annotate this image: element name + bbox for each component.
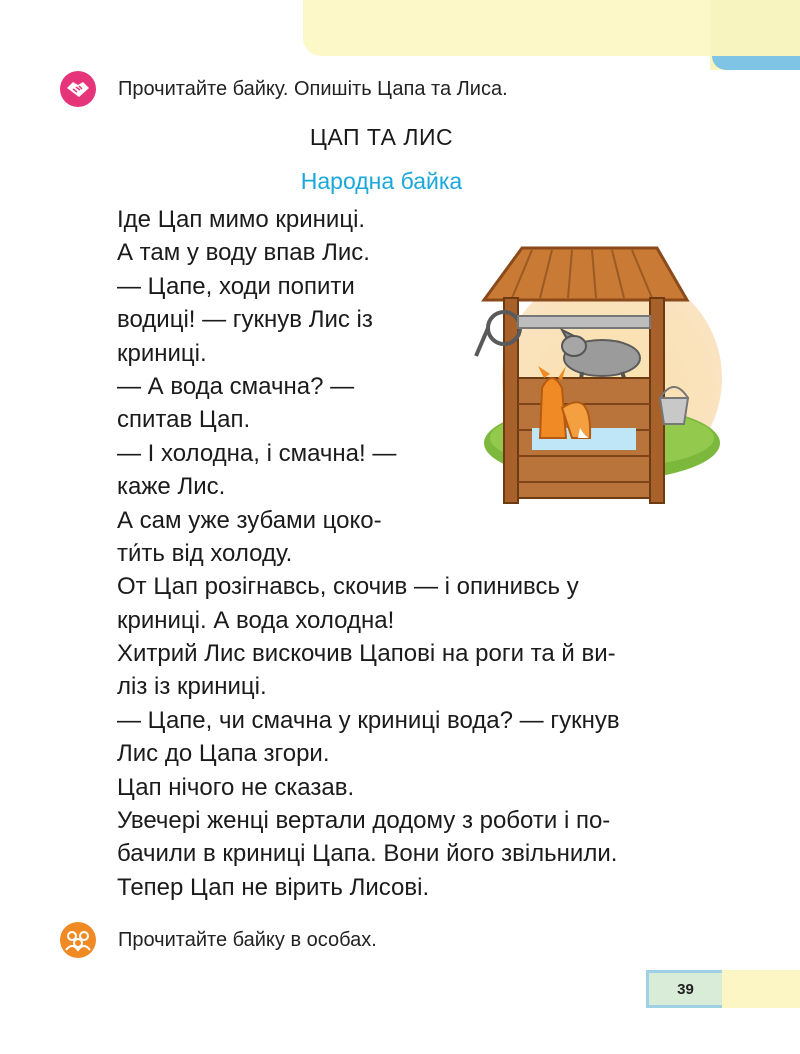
story-line: водиці! — гукнув Лис із <box>117 306 373 334</box>
story-line: криниці. <box>117 339 207 367</box>
story-line: Хитрий Лис вискочив Цапові на роги та й ви- <box>117 640 616 668</box>
story-line: Лис до Цапа згори. <box>117 740 330 768</box>
story-line: криниці. А вода холодна! <box>117 606 395 634</box>
story-line: От Цап розігнавсь, скочив — і опинивсь у <box>117 573 579 601</box>
story-line: — А вода смачна? — <box>117 372 355 400</box>
story-line: каже Лис. <box>117 473 226 501</box>
header-tab-edge <box>712 56 800 70</box>
story-line: Цап нічого не сказав. <box>117 773 355 801</box>
story-line: Тепер Цап не вірить Лисові. <box>117 873 430 901</box>
story-line: — Цапе, ходи попити <box>117 272 355 300</box>
story-subtitle: Народна байка <box>300 168 463 194</box>
page-number: 39 <box>646 970 722 1008</box>
story-line: — І холодна, і смачна! — <box>117 439 397 467</box>
story-line: А сам уже зубами цоко- <box>117 506 382 534</box>
well-illustration <box>462 238 724 513</box>
task-1 <box>60 71 508 107</box>
story-line: — Цапе, чи смачна у криниці вода? — гукнув <box>117 706 620 734</box>
task-1-text: Прочитайте байку. Опишіть Цапа та Лиса. <box>118 77 508 100</box>
group-reading-icon <box>60 922 96 958</box>
task-2 <box>60 922 377 958</box>
story-line: ти́ть від холоду. <box>117 539 293 567</box>
story-line: Іде Цап мимо криниці. <box>117 206 366 233</box>
story-line: ліз із криниці. <box>117 673 267 701</box>
task-2-text: Прочитайте байку в особах. <box>118 928 377 951</box>
story-title: ЦАП ТА ЛИС <box>309 124 454 150</box>
story-line: спитав Цап. <box>117 406 251 434</box>
story-line: бачили в криниці Цапа. Вони його звільнили. <box>117 840 618 868</box>
story-line: А там у воду впав Лис. <box>117 239 370 267</box>
story-line: Увечері женці вертали додому з роботи і по- <box>117 807 611 835</box>
handshake-icon <box>60 71 96 107</box>
